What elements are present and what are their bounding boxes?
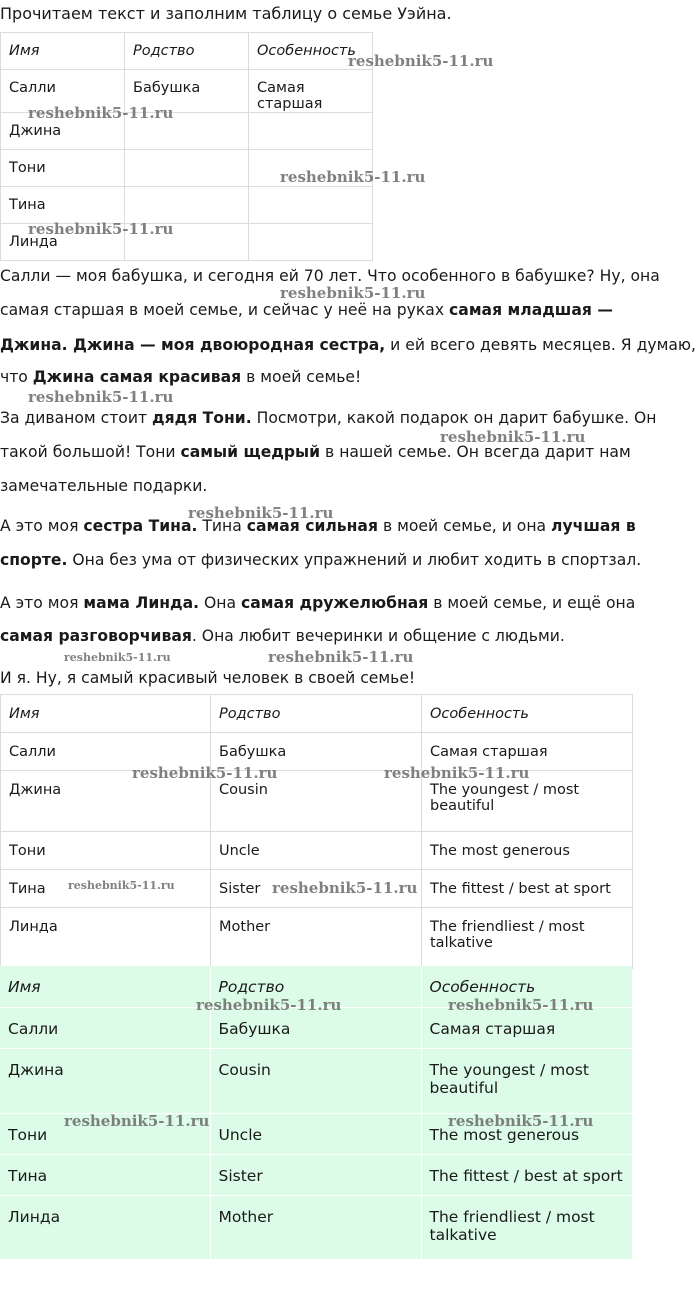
header-relation: Родство bbox=[125, 33, 249, 70]
bold-text: дядя Тони. bbox=[152, 409, 252, 427]
watermark: reshebnik5-11.ru bbox=[384, 764, 530, 782]
story-line bbox=[0, 269, 660, 285]
story-line bbox=[0, 370, 361, 386]
cell: Uncle bbox=[211, 832, 422, 870]
watermark: reshebnik5-11.ru bbox=[28, 104, 174, 122]
story-line bbox=[0, 338, 696, 354]
cell: The most generous bbox=[422, 832, 633, 870]
cell: Салли bbox=[1, 70, 125, 113]
text: За диваном стоит bbox=[0, 409, 153, 427]
cell: Тина bbox=[1, 870, 211, 908]
text: Тина bbox=[197, 517, 247, 535]
table-row bbox=[1, 771, 633, 832]
header-relation: Родство bbox=[210, 966, 421, 1007]
table-row bbox=[1, 733, 633, 771]
text: Салли — моя бабушка, и сегодня ей 70 лет. Что особенного в бабушке? Ну, она bbox=[0, 267, 660, 285]
cell: The fittest / best at sport bbox=[421, 1154, 632, 1195]
header-feature: Особенность bbox=[422, 695, 633, 733]
watermark: reshebnik5-11.ru bbox=[132, 764, 278, 782]
story-line bbox=[0, 303, 613, 319]
header-name: Имя bbox=[1, 33, 125, 70]
cell: Cousin bbox=[210, 1048, 421, 1113]
table-row bbox=[1, 908, 633, 969]
cell: Mother bbox=[210, 1195, 421, 1259]
text: что bbox=[0, 368, 33, 386]
cell: Джина bbox=[1, 771, 211, 832]
cell: Самая старшая bbox=[422, 733, 633, 771]
cell: The fittest / best at sport bbox=[422, 870, 633, 908]
story-line bbox=[0, 479, 207, 495]
text: . Она любит вечеринки и общение с людьми. bbox=[191, 627, 565, 645]
cell: Бабушка bbox=[210, 1007, 421, 1048]
cell: Mother bbox=[211, 908, 422, 969]
cell: Салли bbox=[0, 1007, 210, 1048]
cell bbox=[249, 113, 373, 150]
table-row bbox=[1, 187, 373, 224]
text: такой большой! Тони bbox=[0, 443, 181, 461]
header-name: Имя bbox=[1, 695, 211, 733]
watermark: reshebnik5-11.ru bbox=[348, 52, 494, 70]
bold-text: самая дружелюбная bbox=[241, 594, 429, 612]
cell: Бабушка bbox=[211, 733, 422, 771]
cell: The youngest / most beautiful bbox=[422, 771, 633, 832]
cell: Тина bbox=[0, 1154, 210, 1195]
text: в моей семье, и ещё она bbox=[428, 594, 636, 612]
header-feature: Особенность bbox=[421, 966, 632, 1007]
intro-text: Прочитаем текст и заполним таблицу о семье Уэйна. bbox=[0, 4, 452, 23]
text: и ей всего девять месяцев. Я думаю, bbox=[385, 336, 696, 354]
family-table-filled bbox=[0, 694, 633, 969]
watermark: reshebnik5-11.ru bbox=[188, 504, 334, 522]
cell: The youngest / most beautiful bbox=[421, 1048, 632, 1113]
table-header-row bbox=[1, 33, 373, 70]
story-line bbox=[0, 596, 635, 612]
cell: Тони bbox=[0, 1113, 210, 1154]
story-line bbox=[0, 445, 631, 461]
bold-text: сестра Тина. bbox=[83, 517, 198, 535]
watermark: reshebnik5-11.ru bbox=[64, 1112, 210, 1130]
text: Посмотри, какой подарок он дарит бабушке. Он bbox=[251, 409, 657, 427]
watermark: reshebnik5-11.ru bbox=[268, 648, 414, 666]
cell bbox=[249, 224, 373, 261]
cell: The most generous bbox=[421, 1113, 632, 1154]
text: Она bbox=[199, 594, 242, 612]
table-row bbox=[0, 1048, 632, 1113]
watermark: reshebnik5-11.ru bbox=[272, 879, 418, 897]
watermark: reshebnik5-11.ru bbox=[64, 651, 171, 664]
text: И я. Ну, я самый красивый человек в своей семье! bbox=[0, 669, 416, 687]
bold-text: самая разговорчивая bbox=[0, 627, 192, 645]
table-header-row bbox=[1, 695, 633, 733]
header-name: Имя bbox=[0, 966, 210, 1007]
watermark: reshebnik5-11.ru bbox=[440, 428, 586, 446]
text: Она без ума от физических упражнений и любит ходить в спортзал. bbox=[67, 551, 642, 569]
story-line bbox=[0, 629, 565, 645]
cell bbox=[249, 187, 373, 224]
text: в нашей семье. Он всегда дарит нам bbox=[320, 443, 631, 461]
text: А это моя bbox=[0, 517, 84, 535]
cell: Линда bbox=[1, 908, 211, 969]
watermark: reshebnik5-11.ru bbox=[448, 1112, 594, 1130]
cell: Джина bbox=[1, 113, 125, 150]
bold-text: самый щедрый bbox=[180, 443, 321, 461]
cell: Cousin bbox=[211, 771, 422, 832]
watermark: reshebnik5-11.ru bbox=[448, 996, 594, 1014]
bold-text: спорте. bbox=[0, 551, 68, 569]
bold-text: самая младшая — bbox=[449, 301, 613, 319]
cell: Sister bbox=[210, 1154, 421, 1195]
bold-text: Джина. Джина — моя двоюродная сестра, bbox=[0, 336, 386, 354]
bold-text: Джина самая красивая bbox=[32, 368, 242, 386]
bold-text: мама Линда. bbox=[83, 594, 200, 612]
story-line bbox=[0, 553, 641, 569]
cell: The friendliest / most talkative bbox=[422, 908, 633, 969]
cell: Самая старшая bbox=[249, 70, 373, 113]
watermark: reshebnik5-11.ru bbox=[196, 996, 342, 1014]
cell: Линда bbox=[0, 1195, 210, 1259]
cell: Тина bbox=[1, 187, 125, 224]
bold-text: самая сильная bbox=[246, 517, 378, 535]
watermark: reshebnik5-11.ru bbox=[68, 879, 175, 892]
watermark: reshebnik5-11.ru bbox=[28, 220, 174, 238]
cell: Салли bbox=[1, 733, 211, 771]
text: замечательные подарки. bbox=[0, 477, 208, 495]
watermark: reshebnik5-11.ru bbox=[28, 388, 174, 406]
cell: Линда bbox=[1, 224, 125, 261]
text: самая старшая в моей семье, и сейчас у неё на руках bbox=[0, 301, 450, 319]
table-row bbox=[0, 1154, 632, 1195]
table-row bbox=[0, 1195, 632, 1259]
cell: Бабушка bbox=[125, 70, 249, 113]
text: в моей семье, и она bbox=[377, 517, 552, 535]
cell: Sister bbox=[211, 870, 422, 908]
story-line bbox=[0, 671, 415, 687]
header-feature: Особенность bbox=[249, 33, 373, 70]
cell: Джина bbox=[0, 1048, 210, 1113]
story-line bbox=[0, 411, 656, 427]
watermark: reshebnik5-11.ru bbox=[280, 168, 426, 186]
cell: Uncle bbox=[210, 1113, 421, 1154]
cell bbox=[125, 187, 249, 224]
header-relation: Родство bbox=[211, 695, 422, 733]
cell: Тони bbox=[1, 150, 125, 187]
table-row bbox=[1, 832, 633, 870]
cell: Самая старшая bbox=[421, 1007, 632, 1048]
cell: The friendliest / most talkative bbox=[421, 1195, 632, 1259]
watermark: reshebnik5-11.ru bbox=[280, 284, 426, 302]
text: А это моя bbox=[0, 594, 84, 612]
cell bbox=[125, 150, 249, 187]
bold-text: лучшая в bbox=[551, 517, 636, 535]
cell: Тони bbox=[1, 832, 211, 870]
text: в моей семье! bbox=[241, 368, 362, 386]
